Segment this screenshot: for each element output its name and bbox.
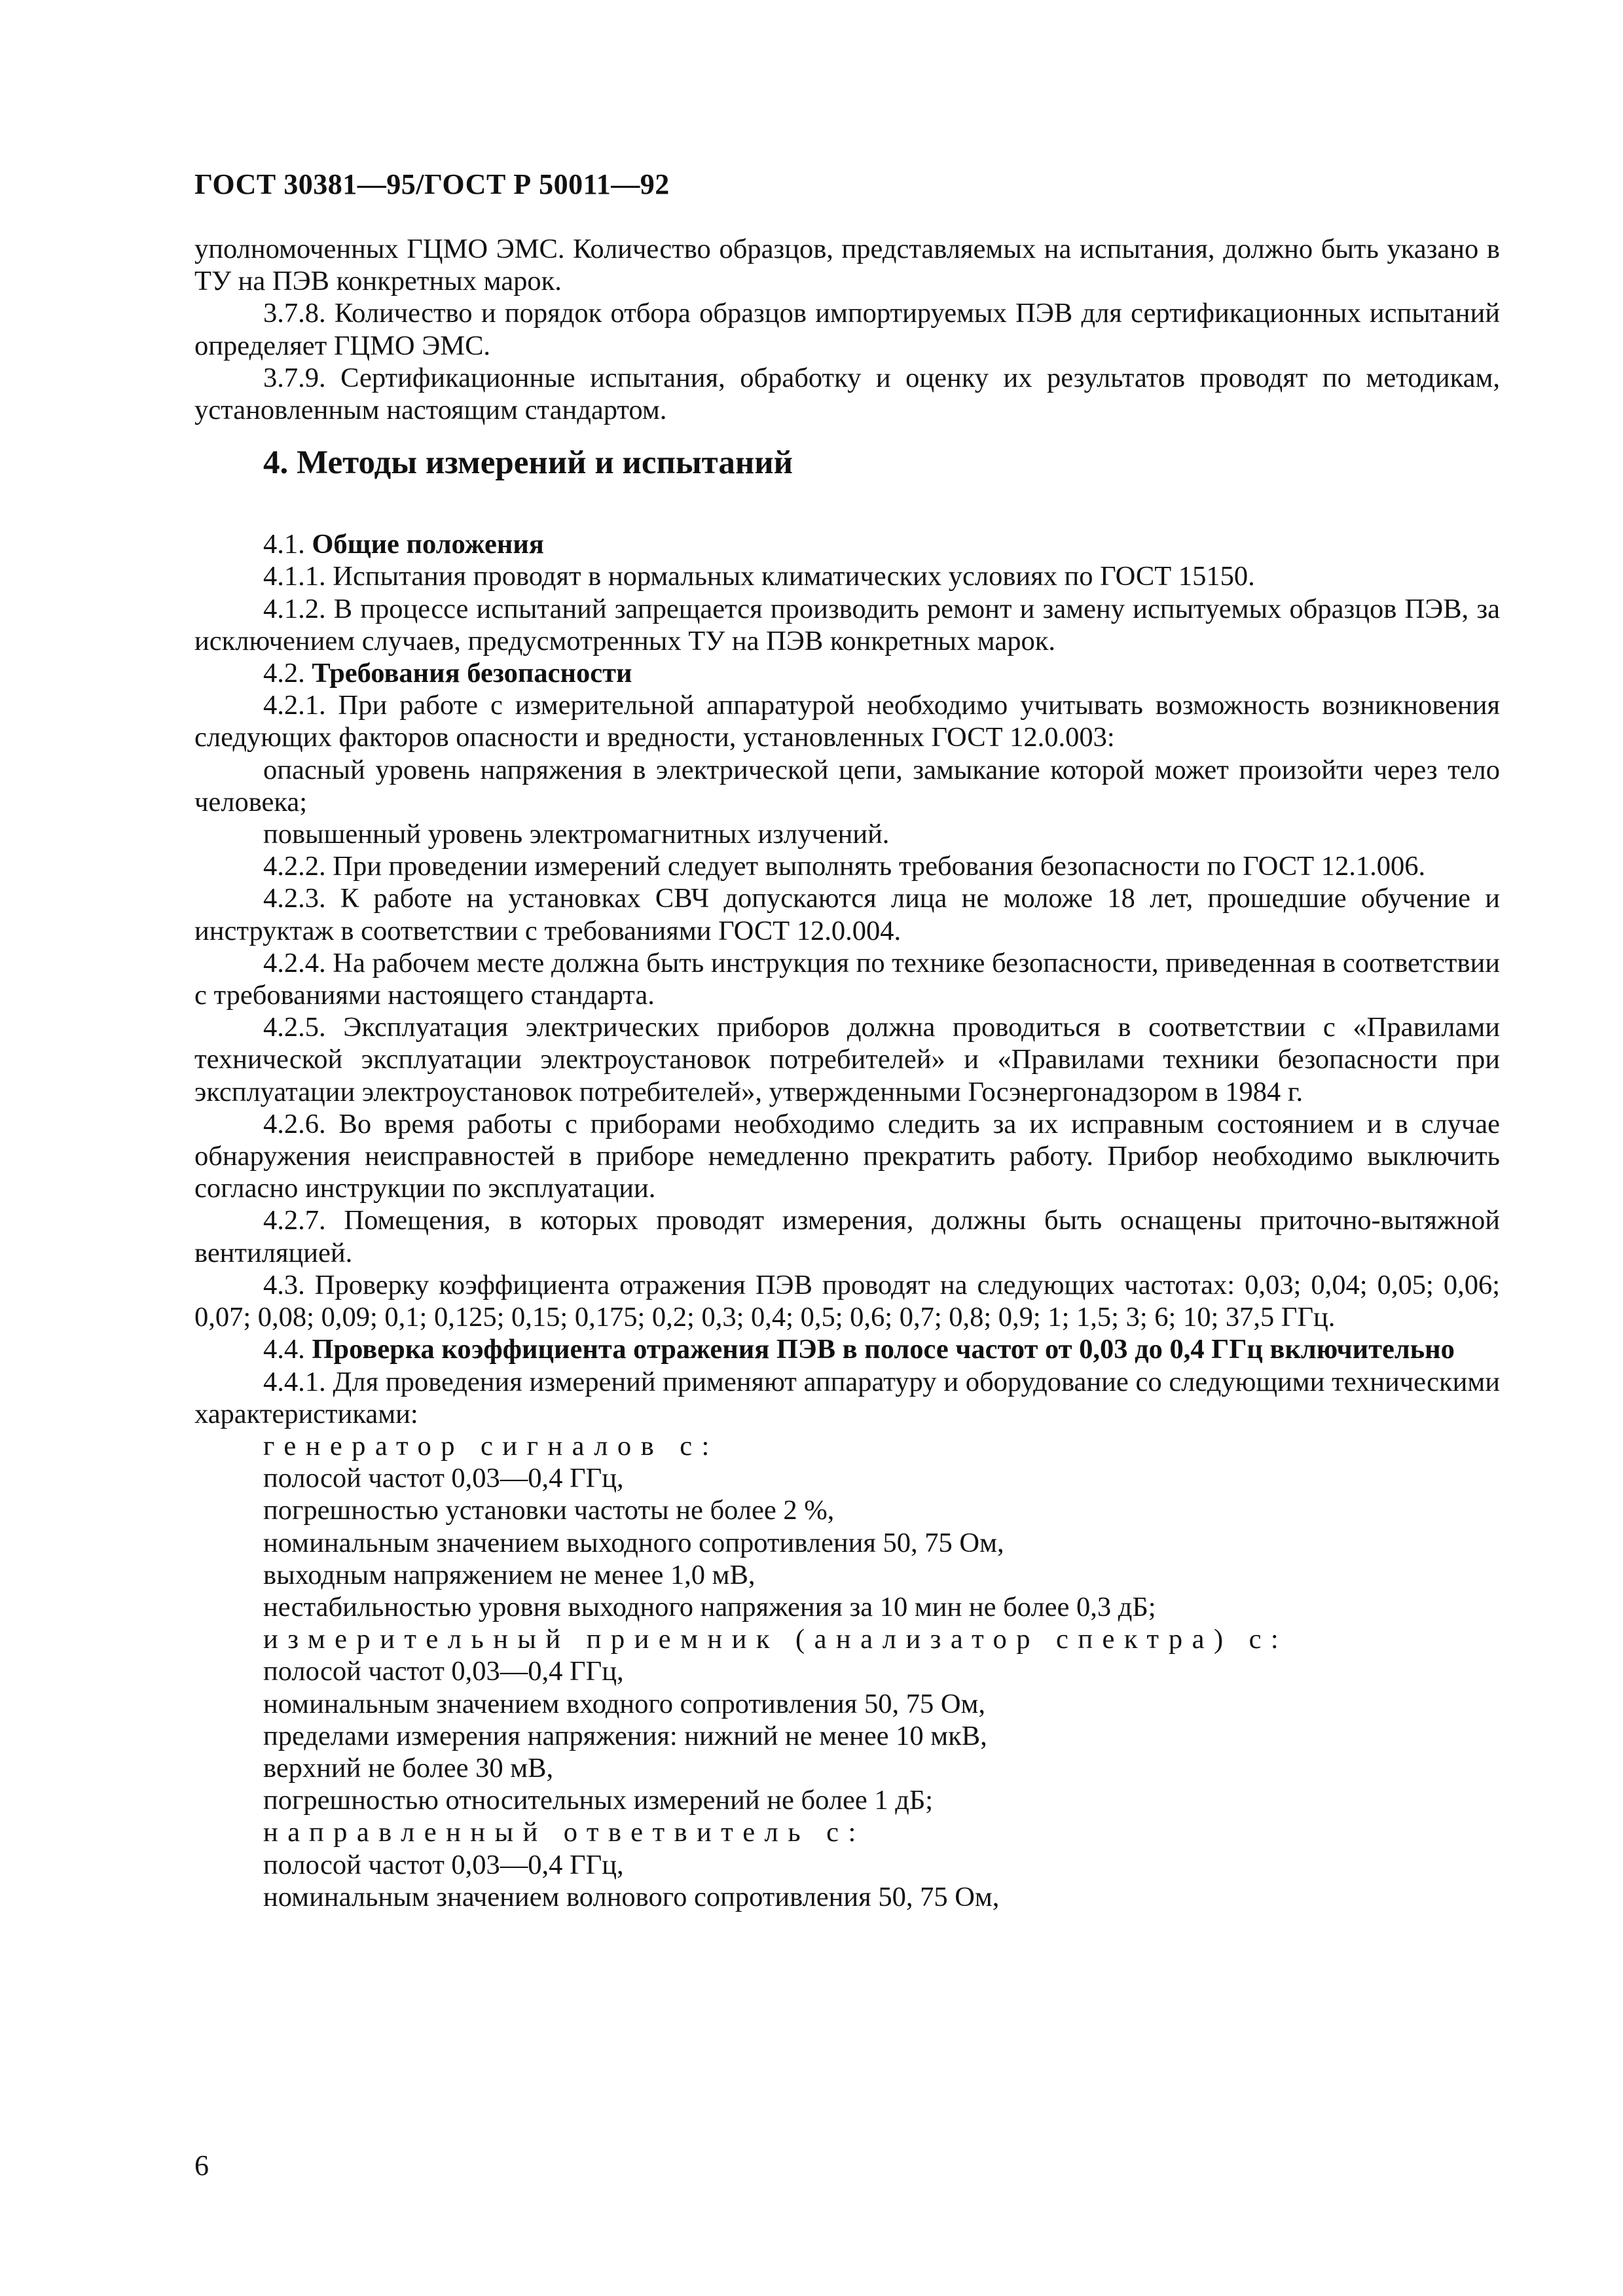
paragraph-4-2-1: 4.2.1. При работе с измерительной аппаратурой необходимо учитывать возможность возникновения следующих факторов опасности и вредности, установленных ГОСТ 12.0.003: bbox=[194, 690, 1500, 753]
paragraph-continuation: уполномоченных ГЦМО ЭМС. Количество образцов, представляемых на испытания, должно быть указано в ТУ на ПЭВ конкретных марок. bbox=[194, 234, 1500, 297]
subsection-4-1-number: 4.1. bbox=[263, 529, 305, 560]
section-4-title: 4. Методы измерений и испытаний bbox=[263, 444, 793, 482]
list-item: полосой частот 0,03—0,4 ГГц, bbox=[263, 1849, 624, 1880]
subsection-4-2-number: 4.2. bbox=[263, 658, 305, 689]
paragraph-4-3: 4.3. Проверку коэффициента отражения ПЭВ проводят на следующих частотах: 0,03; 0,04; 0,05; 0,06; 0,07; 0,08; 0,09; 0,1; 0,125; 0,15; 0,175; 0,2; 0,3; 0,4; 0,5; 0,6; 0,7; 0,8; 0,9; 1; 1,5; 3; 6; 10; 37,5 ГГц. bbox=[194, 1269, 1500, 1333]
list-item: пределами измерения напряжения: нижний не менее 10 мкВ, bbox=[263, 1720, 987, 1751]
page-number: 6 bbox=[194, 2149, 209, 2181]
paragraph-4-4-1: 4.4.1. Для проведения измерений применяют аппаратуру и оборудование со следующими техническими характеристиками: bbox=[194, 1366, 1500, 1429]
list-item: верхний не более 30 мВ, bbox=[263, 1752, 554, 1784]
subsection-4-2-heading bbox=[194, 657, 1500, 689]
list-item: номинальным значением выходного сопротивления 50, 75 Ом, bbox=[263, 1527, 1004, 1558]
paragraph-4-2-1-a: опасный уровень напряжения в электрической цепи, замыкание которой может произойти через тело человека; bbox=[194, 754, 1500, 817]
paragraph-4-2-5: 4.2.5. Эксплуатация электрических приборов должна проводиться в соответствии с «Правилами технической эксплуатации электроустановок потребителей» и «Правилами техники безопасности при эксплуатации электроустановок потребителей», утвержденными Госэнергонадзором в 1984 г. bbox=[194, 1012, 1500, 1107]
list-item: погрешностью относительных измерений не более 1 дБ; bbox=[263, 1785, 934, 1816]
paragraph-4-1-1: 4.1.1. Испытания проводят в нормальных климатических условиях по ГОСТ 15150. bbox=[263, 561, 1255, 592]
subsection-4-1-heading bbox=[194, 528, 1500, 560]
list-item: номинальным значением волнового сопротивления 50, 75 Ом, bbox=[263, 1881, 1000, 1912]
list-item: выходным напряжением не менее 1,0 мВ, bbox=[263, 1559, 756, 1590]
paragraph-4-2-7: 4.2.7. Помещения, в которых проводят измерения, должны быть оснащены приточно-вытяжной вентиляцией. bbox=[194, 1205, 1500, 1268]
list-item: полосой частот 0,03—0,4 ГГц, bbox=[263, 1463, 624, 1494]
paragraph-3-7-9: 3.7.9. Сертификационные испытания, обработку и оценку их результатов проводят по методикам, установленным настоящим стандартом. bbox=[194, 362, 1500, 426]
list-item: погрешностью установки частоты не более 2 %, bbox=[263, 1495, 835, 1526]
paragraph-3-7-8: 3.7.8. Количество и порядок отбора образцов импортируемых ПЭВ для сертификационных испытаний определяет ГЦМО ЭМС. bbox=[194, 298, 1500, 361]
equipment-receiver-label: измерительный приемник (анализатор спектра) с: bbox=[263, 1624, 1288, 1655]
subsection-4-2-title: Требования безопасности bbox=[312, 658, 632, 689]
list-item: нестабильностью уровня выходного напряжения за 10 мин не более 0,3 дБ; bbox=[263, 1591, 1156, 1623]
subsection-4-4-number: 4.4. bbox=[263, 1334, 305, 1365]
paragraph-4-1-2: 4.1.2. В процессе испытаний запрещается производить ремонт и замену испытуемых образцов ПЭВ, за исключением случаев, предусмотренных ТУ на ПЭВ конкретных марок. bbox=[194, 593, 1500, 656]
list-item: номинальным значением входного сопротивления 50, 75 Ом, bbox=[263, 1688, 986, 1719]
subsection-4-4-heading bbox=[194, 1333, 1500, 1365]
list-item: полосой частот 0,03—0,4 ГГц, bbox=[263, 1656, 624, 1687]
paragraph-4-2-4: 4.2.4. На рабочем месте должна быть инструкция по технике безопасности, приведенная в соответствии с требованиями настоящего стандарта. bbox=[194, 947, 1500, 1011]
paragraph-4-2-2: 4.2.2. При проведении измерений следует выполнять требования безопасности по ГОСТ 12.1.006. bbox=[263, 851, 1426, 882]
subsection-4-1-title: Общие положения bbox=[312, 529, 544, 560]
page-header: ГОСТ 30381—95/ГОСТ Р 50011—92 bbox=[194, 168, 670, 200]
paragraph-4-2-3: 4.2.3. К работе на установках СВЧ допускаются лица не моложе 18 лет, прошедшие обучение и инструктаж в соответствии с требованиями ГОСТ 12.0.004. bbox=[194, 883, 1500, 946]
subsection-4-4-title: Проверка коэффициента отражения ПЭВ в полосе частот от 0,03 до 0,4 ГГц включительно bbox=[312, 1334, 1455, 1365]
document-body bbox=[194, 233, 1500, 1913]
paragraph-4-2-6: 4.2.6. Во время работы с приборами необходимо следить за их исправным состоянием и в случае обнаружения неисправностей в приборе немедленно прекратить работу. Прибор необходимо выключить согласно инструкции по эксплуатации. bbox=[194, 1108, 1500, 1204]
paragraph-4-2-1-b: повышенный уровень электромагнитных излучений. bbox=[263, 819, 890, 850]
equipment-coupler-label: направленный ответвитель с: bbox=[263, 1817, 866, 1848]
equipment-generator-label: генератор сигналов с: bbox=[263, 1430, 719, 1462]
